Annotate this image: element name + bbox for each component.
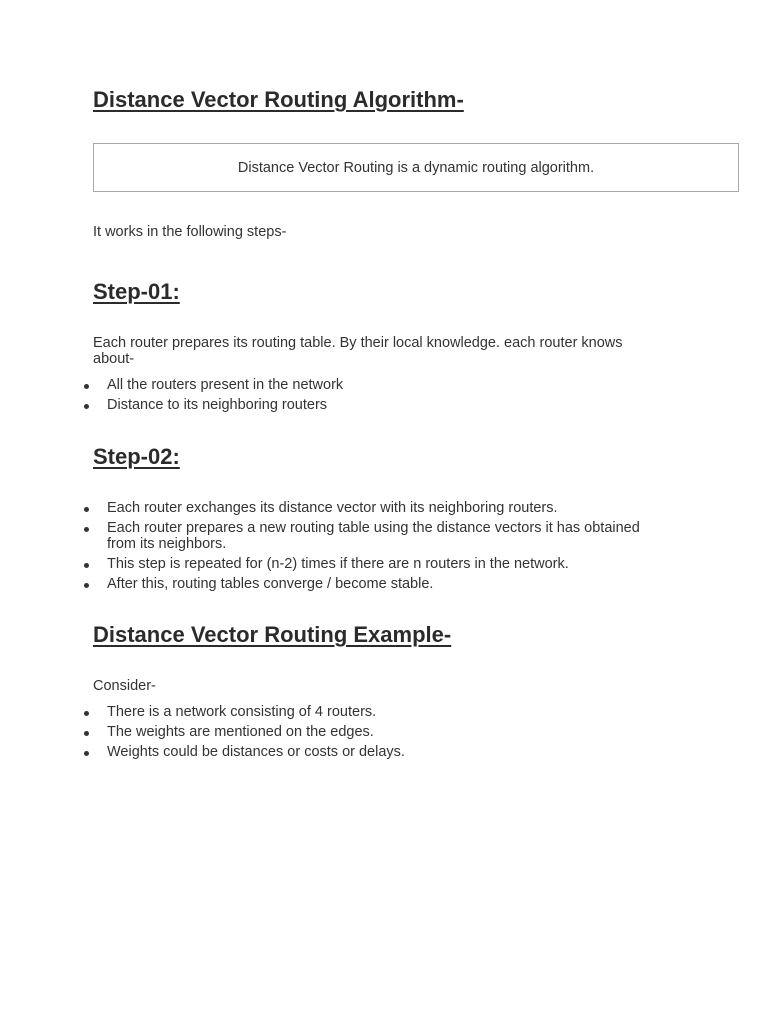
list-item: The weights are mentioned on the edges. bbox=[107, 725, 667, 741]
step-02-list bbox=[107, 501, 667, 597]
list-item: Each router prepares a new routing table using the distance vectors it has obtained from its neighbors. bbox=[107, 521, 667, 552]
bullet-icon bbox=[84, 731, 89, 736]
bullet-icon bbox=[84, 527, 89, 532]
list-item: Each router exchanges its distance vector with its neighboring routers. bbox=[107, 501, 667, 517]
example-list bbox=[107, 705, 667, 765]
bullet-icon bbox=[84, 507, 89, 512]
list-item: Distance to its neighboring routers bbox=[107, 398, 667, 414]
example-intro: Consider- bbox=[93, 678, 156, 694]
bullet-icon bbox=[84, 751, 89, 756]
list-item: After this, routing tables converge / become stable. bbox=[107, 577, 667, 593]
list-item: This step is repeated for (n-2) times if there are n routers in the network. bbox=[107, 557, 667, 573]
list-item: There is a network consisting of 4 routers. bbox=[107, 705, 667, 721]
bullet-icon bbox=[84, 404, 89, 409]
bullet-icon bbox=[84, 384, 89, 389]
step-01-list bbox=[107, 378, 667, 418]
list-item: Weights could be distances or costs or delays. bbox=[107, 745, 667, 761]
page-title: Distance Vector Routing Algorithm- bbox=[93, 87, 464, 112]
definition-text: Distance Vector Routing is a dynamic routing algorithm. bbox=[237, 159, 595, 176]
list-item: All the routers present in the network bbox=[107, 378, 667, 394]
step-02-heading: Step-02: bbox=[93, 444, 180, 469]
bullet-icon bbox=[84, 563, 89, 568]
example-heading: Distance Vector Routing Example- bbox=[93, 622, 452, 647]
bullet-icon bbox=[84, 711, 89, 716]
definition-box bbox=[93, 143, 739, 192]
step-01-text: Each router prepares its routing table. By their local knowledge. each router knows about- bbox=[93, 335, 623, 367]
intro-text: It works in the following steps- bbox=[93, 224, 287, 240]
bullet-icon bbox=[84, 583, 89, 588]
step-01-heading: Step-01: bbox=[93, 279, 180, 304]
